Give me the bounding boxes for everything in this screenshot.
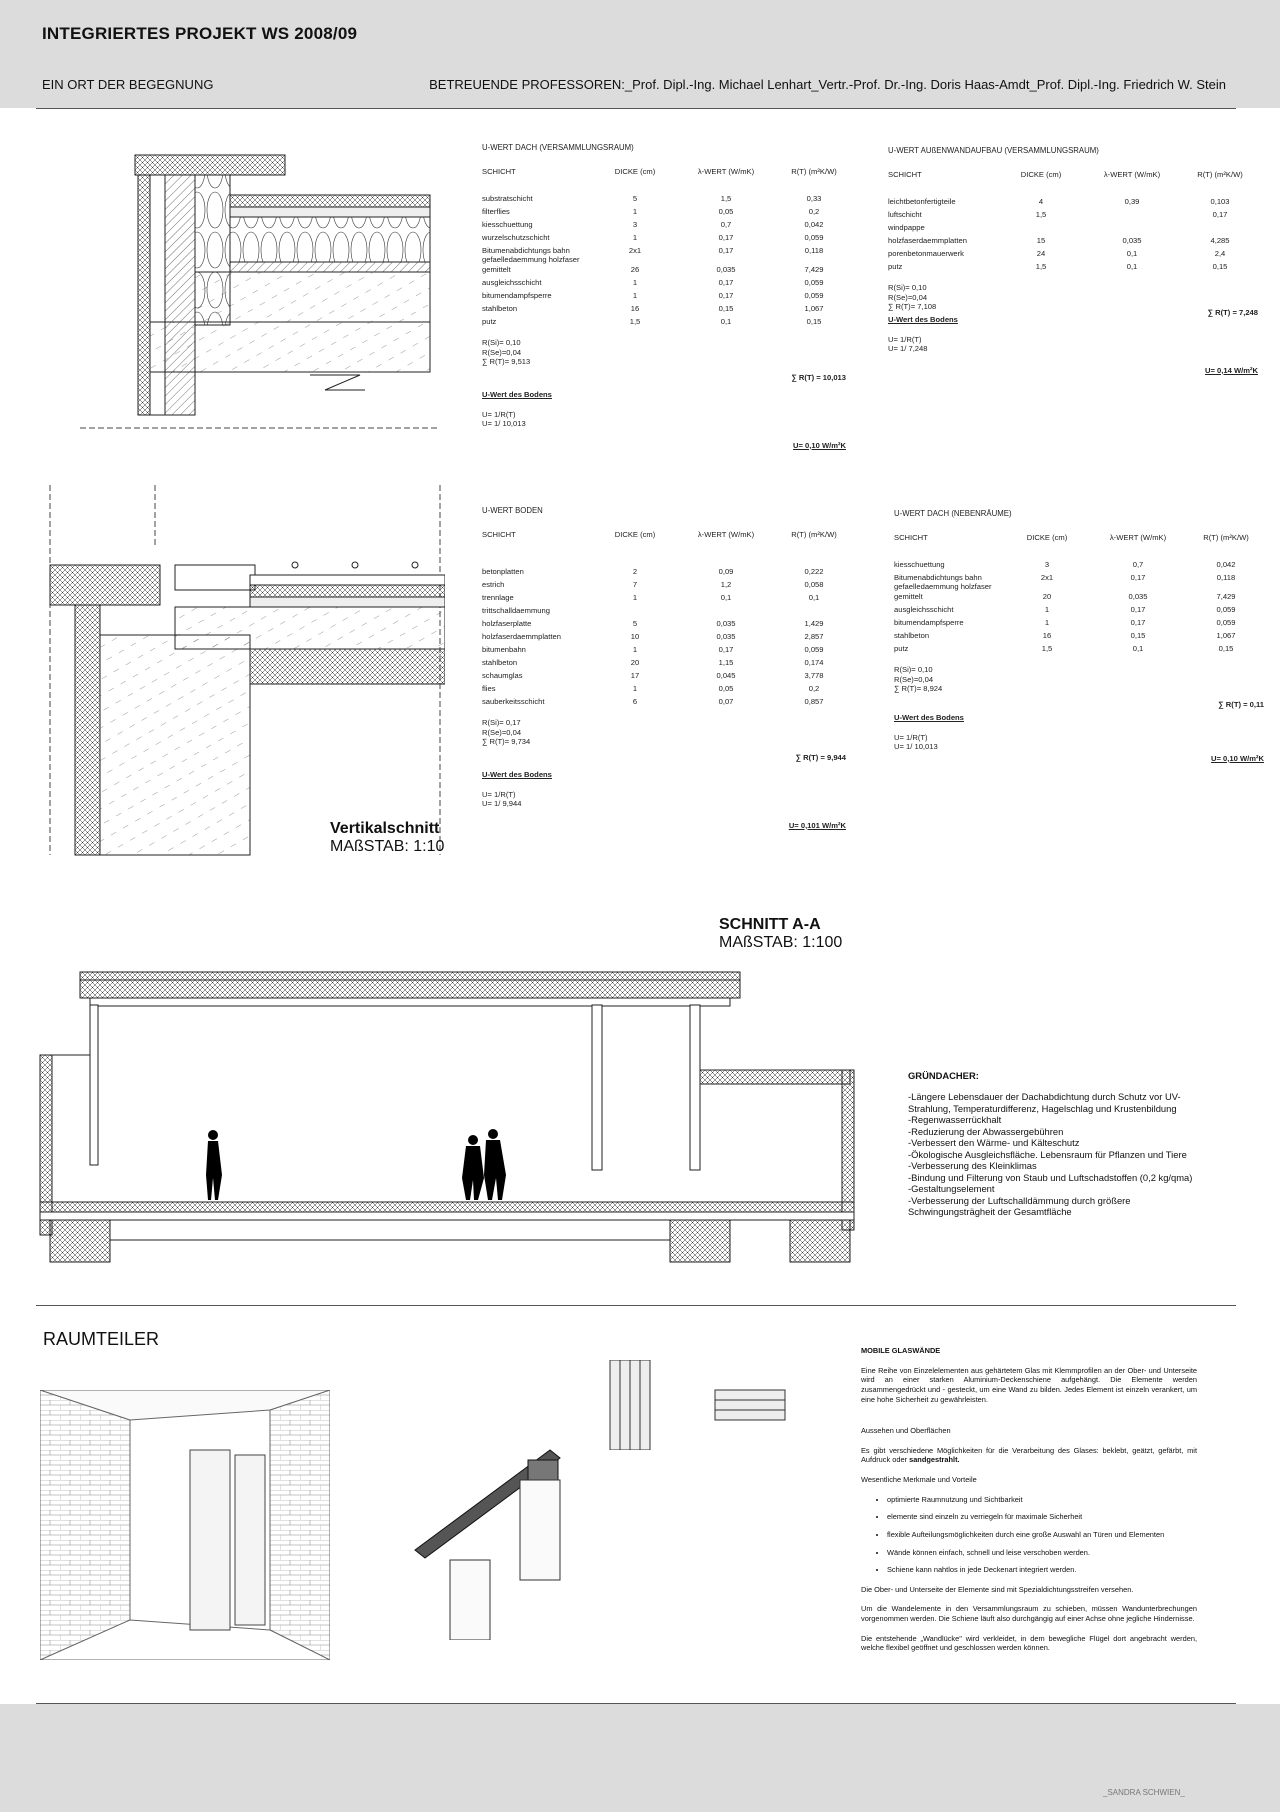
- table-cell-l: 0,39: [1124, 196, 1140, 206]
- table-cell-d: 26: [630, 264, 640, 274]
- sum-small: ∑ R(T)= 8,924: [894, 684, 943, 694]
- table-cell-r: 0,2: [808, 206, 820, 216]
- table-cell-d: 1: [632, 644, 638, 654]
- table-cell-r: 0,1: [808, 592, 820, 602]
- gruendach-item: -Regenwasserrückhalt: [908, 1114, 1002, 1126]
- table-row: [482, 615, 850, 628]
- gruendach-item: -Reduzierung der Abwassergebühren: [908, 1125, 1064, 1137]
- table-cell-l: 0,17: [1130, 572, 1146, 582]
- rsi: R(Si)= 0,10: [482, 338, 521, 348]
- table-cell-l: 0,15: [1130, 630, 1146, 640]
- table-cell-r: 0,103: [1210, 196, 1230, 206]
- table-cell-d: 2: [632, 566, 638, 576]
- table-row: [482, 300, 850, 313]
- table-cell-l: 0,035: [716, 264, 736, 274]
- rse: R(Se)=0,04: [888, 292, 928, 302]
- formula-1: U= 1/R(T): [894, 732, 928, 742]
- schnitt-title: SCHNITT A-A: [719, 916, 821, 933]
- u-heading: U-Wert des Bodens: [482, 770, 552, 780]
- table-cell-d: 15: [1036, 235, 1046, 245]
- table-cell-r: 0,059: [1216, 604, 1236, 614]
- table-cell-r: 0,15: [1212, 261, 1228, 271]
- table-cell-layer: ausgleichsschicht: [894, 604, 954, 614]
- table-cell-l: 0,17: [718, 245, 734, 255]
- col-thickness: DICKE (cm): [1026, 532, 1068, 542]
- table-cell-layer: wurzelschutzschicht: [482, 232, 550, 242]
- formula-1: U= 1/R(T): [482, 789, 516, 799]
- table-cell-d: 5: [632, 193, 638, 203]
- table-row: [482, 589, 850, 602]
- table-cell-r: 1,067: [804, 303, 824, 313]
- col-thickness: DICKE (cm): [614, 166, 656, 176]
- table-row: [482, 667, 850, 680]
- table-row: [482, 287, 850, 300]
- table-row: [482, 641, 850, 654]
- table-title: U-WERT DACH (VERSAMMLUNGSRAUM): [482, 143, 634, 152]
- raumteiler-title: RAUMTEILER: [43, 1329, 160, 1349]
- col-lambda: λ-WERT (W/mK): [1109, 532, 1167, 542]
- table-cell-d: 7: [632, 579, 638, 589]
- table-cell-d: 17: [630, 670, 640, 680]
- table-cell-d: 1: [632, 206, 638, 216]
- formula-1: U= 1/R(T): [482, 409, 516, 419]
- u-heading: U-Wert des Bodens: [894, 713, 964, 723]
- table-cell-l: 0,1: [1126, 261, 1138, 271]
- footer-band: [0, 1704, 1280, 1812]
- table-title: U-WERT BODEN: [482, 506, 543, 515]
- table-cell-l: 0,17: [718, 644, 734, 654]
- mobile-p3: [861, 1446, 1197, 1465]
- table-cell-r: 1,067: [1216, 630, 1236, 640]
- table-row: [888, 193, 1262, 206]
- u-value: U= 0,14 W/m²K: [1205, 365, 1258, 375]
- table-rows: [482, 190, 850, 326]
- table-cell-r: 7,429: [1216, 591, 1236, 601]
- table-cell-layer: stahlbeton: [482, 657, 518, 667]
- table-cell-d: 1: [632, 592, 638, 602]
- table-cell-l: 0,035: [716, 618, 736, 628]
- table-rows: [888, 193, 1262, 271]
- table-cell-d: 4: [1038, 196, 1044, 206]
- table-row: [894, 556, 1268, 569]
- table-cell-layer: Bitumenabdichtungs bahn: [894, 572, 982, 582]
- table-cell-r: 0,857: [804, 696, 824, 706]
- table-cell-r: 1,429: [804, 618, 824, 628]
- mobile-p1: Eine Reihe von Einzelelementen aus gehärtetem Glas mit Klemmprofilen an der Ober- und Unterseite wird an einer starken Aluminium-Deckenschiene aufgehängt. Die Elemente werden zusammengedrückt und - gesteckt, um eine Wand zu bilden. Jedes Element ist einzeln verankert, um eine hohe Sicherheit zu gewährleisten.: [861, 1365, 1197, 1404]
- table-header: [482, 530, 850, 539]
- rsi: R(Si)= 0,10: [894, 665, 933, 675]
- col-layer: SCHICHT: [482, 166, 516, 176]
- table-cell-l: 0,17: [718, 232, 734, 242]
- table-cell-d: 16: [630, 303, 640, 313]
- table-cell-r: 0,222: [804, 566, 824, 576]
- table-cell-layer: kiesschuettung: [482, 219, 533, 229]
- col-resistance: R(T) (m²K/W): [1203, 532, 1249, 542]
- gruendach-item: -Ökologische Ausgleichsfläche. Lebensraum für Pflanzen und Tiere: [908, 1148, 1187, 1160]
- footer-rule: [36, 1703, 1236, 1704]
- table-row: [482, 654, 850, 667]
- professors-line: BETREUENDE PROFESSOREN:_Prof. Dipl.-Ing. Michael Lenhart_Vertr.-Prof. Dr.-Ing. Doris Haas-Amdt_Prof. Dipl.-Ing. Friedrich W. Stein: [429, 77, 1226, 92]
- table-cell-d: 1: [632, 232, 638, 242]
- rse: R(Se)=0,04: [482, 727, 522, 737]
- table-cell-r: 2,857: [804, 631, 824, 641]
- table-cell-l: 0,17: [718, 277, 734, 287]
- table-cell-d: 5: [632, 618, 638, 628]
- table-cell-r: 0,059: [804, 277, 824, 287]
- table-cell-layer: holzfaserdaemmplatten: [482, 631, 561, 641]
- table-cell-layer: trennlage: [482, 592, 514, 602]
- u-value: U= 0,10 W/m²K: [1211, 753, 1264, 763]
- formula-2: U= 1/ 10,013: [894, 742, 938, 752]
- table-cell-d: 20: [1042, 591, 1052, 601]
- table-cell-l: 0,7: [720, 219, 732, 229]
- table-cell-d: 24: [1036, 248, 1046, 258]
- table-cell-layer: bitumenbahn: [482, 644, 526, 654]
- table-header: [888, 170, 1262, 179]
- uvalue-table-boden: [482, 506, 850, 830]
- table-cell-d: 1,5: [1041, 643, 1053, 653]
- table-cell-r: 0,059: [804, 290, 824, 300]
- table-row: [894, 601, 1268, 614]
- table-cell-r: 0,17: [1212, 209, 1228, 219]
- table-cell-l: 0,7: [1132, 559, 1144, 569]
- sum-total: ∑ R(T) = 7,248: [1207, 307, 1258, 317]
- table-cell-layer: putz: [888, 261, 903, 271]
- table-cell-d: 10: [630, 631, 640, 641]
- table-row: [894, 582, 1268, 601]
- gruendach-item: -Bindung und Filterung von Staub und Luftschadstoffen (0,2 kg/qma): [908, 1171, 1193, 1183]
- table-cell-l: 0,17: [1130, 604, 1146, 614]
- table-rows: [894, 556, 1268, 653]
- table-cell-r: 0,118: [804, 245, 824, 255]
- table-cell-r: 7,429: [804, 264, 824, 274]
- table-cell-d: 1: [1044, 604, 1050, 614]
- col-layer: SCHICHT: [894, 532, 928, 542]
- table-cell-l: 0,09: [718, 566, 734, 576]
- glass-stack-plan: [710, 1385, 800, 1430]
- table-cell-l: 0,05: [718, 206, 734, 216]
- sum-total: ∑ R(T) = 9,944: [795, 752, 846, 762]
- table-cell-d: 3: [1044, 559, 1050, 569]
- mobile-heading: MOBILE GLASWÄNDE: [861, 1346, 941, 1355]
- author-credit: _SANDRA SCHWIEN_: [1103, 1788, 1185, 1797]
- glass-wall-perspective: [40, 1390, 330, 1660]
- table-cell-d: 1: [1044, 617, 1050, 627]
- uvalue-table-wand: [888, 146, 1262, 375]
- table-row: [482, 693, 850, 706]
- table-cell-r: 0,33: [806, 193, 822, 203]
- gruendach-item: -Längere Lebensdauer der Dachabdichtung durch Schutz vor UV- Strahlung, Temperaturdifferenz, Hagelschlag und Krustenbildung: [908, 1091, 1181, 1114]
- col-resistance: R(T) (m²K/W): [791, 166, 837, 176]
- table-row: [888, 219, 1262, 232]
- table-cell-d: 1,5: [629, 316, 641, 326]
- table-cell-r: 0,059: [804, 644, 824, 654]
- sum-total: ∑ R(T) = 0,11: [1218, 699, 1264, 709]
- table-cell-r: 0,2: [808, 683, 820, 693]
- table-row: [482, 229, 850, 242]
- table-cell-d: 3: [632, 219, 638, 229]
- table-row: [894, 569, 1268, 582]
- table-cell-d: 1: [632, 290, 638, 300]
- table-cell-layer: Bitumenabdichtungs bahn: [482, 245, 570, 255]
- u-heading: U-Wert des Bodens: [888, 315, 958, 325]
- mobile-p5: Die Ober- und Unterseite der Elemente sind mit Spezialdichtungsstreifen versehen.: [861, 1584, 1134, 1594]
- table-cell-r: 0,042: [804, 219, 824, 229]
- table-row: [894, 627, 1268, 640]
- table-cell-layer: stahlbeton: [482, 303, 518, 313]
- table-row: [482, 274, 850, 287]
- table-cell-layer: holzfaserplatte: [482, 618, 532, 628]
- mobile-bullets: [861, 1495, 1197, 1575]
- table-cell-layer: leichtbetonfertigteile: [888, 196, 956, 206]
- table-cell-l: 1,5: [720, 193, 732, 203]
- table-cell-l: 1,15: [718, 657, 734, 667]
- mobile-bullet: • flexible Aufteilungsmöglichkeiten durch eine große Auswahl an Türen und Elementen: [887, 1530, 1197, 1540]
- u-value: U= 0,10 W/m²K: [793, 440, 846, 450]
- table-row: [482, 602, 850, 615]
- table-row: [888, 245, 1262, 258]
- formula-2: U= 1/ 9,944: [482, 799, 522, 809]
- gruendach-item: -Verbesserung des Kleinklimas: [908, 1160, 1037, 1172]
- table-cell-r: 0,118: [1216, 572, 1236, 582]
- mobile-bullet: • optimierte Raumnutzung und Sichtbarkeit: [887, 1495, 1197, 1505]
- table-cell-l: 0,1: [720, 592, 732, 602]
- table-cell-d: 16: [1042, 630, 1052, 640]
- table-row: [482, 216, 850, 229]
- table-cell-layer: substratschicht: [482, 193, 533, 203]
- gruendach-list: [908, 1091, 1204, 1217]
- mobile-bullet: • elemente sind einzeln zu verriegeln für maximale Sicherheit: [887, 1512, 1197, 1522]
- sum-small: ∑ R(T)= 9,513: [482, 357, 531, 367]
- table-row: [482, 255, 850, 274]
- col-lambda: λ-WERT (W/mK): [1103, 169, 1161, 179]
- gruendach-item: -Gestaltungselement: [908, 1183, 995, 1195]
- table-cell-l: 0,035: [1122, 235, 1142, 245]
- table-cell-layer: betonplatten: [482, 566, 524, 576]
- table-cell-layer: gefaelledaemmung holzfaser gemittelt: [482, 255, 580, 274]
- table-cell-r: 0,15: [806, 316, 822, 326]
- mobile-bullet: • Schiene kann nahtlos in jede Deckenart integriert werden.: [887, 1565, 1197, 1575]
- col-layer: SCHICHT: [888, 169, 922, 179]
- table-cell-r: 0,059: [1216, 617, 1236, 627]
- vertikal-scale: MAßSTAB: 1:10: [330, 838, 445, 855]
- section-drawing: [30, 960, 870, 1270]
- rse: R(Se)=0,04: [894, 674, 934, 684]
- rsi: R(Si)= 0,10: [888, 283, 927, 293]
- formula-1: U= 1/R(T): [888, 334, 922, 344]
- mobile-glass-text: [861, 1346, 1197, 1663]
- table-row: [482, 628, 850, 641]
- schnitt-scale: MAßSTAB: 1:100: [719, 934, 843, 951]
- col-thickness: DICKE (cm): [614, 529, 656, 539]
- table-cell-layer: sauberkeitsschicht: [482, 696, 545, 706]
- section-rule: [36, 1305, 1236, 1306]
- schnitt-label: [719, 916, 842, 952]
- table-cell-r: 4,285: [1210, 235, 1230, 245]
- uvalue-table-neben: [894, 509, 1268, 763]
- table-cell-l: 0,035: [716, 631, 736, 641]
- table-cell-l: 0,17: [718, 290, 734, 300]
- table-cell-layer: bitumendampfsperre: [482, 290, 552, 300]
- floor-detail-drawing: [45, 485, 445, 860]
- table-cell-r: 3,778: [804, 670, 824, 680]
- mobile-p2: Aussehen und Oberflächen: [861, 1426, 951, 1436]
- table-cell-r: 0,174: [804, 657, 824, 667]
- sum-small: ∑ R(T)= 7,108: [888, 302, 937, 312]
- table-cell-r: 0,042: [1216, 559, 1236, 569]
- table-cell-l: 1,2: [720, 579, 732, 589]
- table-cell-layer: schaumglas: [482, 670, 523, 680]
- table-cell-d: 2x1: [1040, 572, 1054, 582]
- table-cell-d: 20: [630, 657, 640, 667]
- mobile-p7: Die entstehende „Wandlücke" wird verkleidet, in dem bewegliche Flügel dort angebracht werden, welche flexibel geöffnet und geschlossen werden können.: [861, 1633, 1197, 1653]
- gruendach-notes: [908, 1070, 1204, 1218]
- table-cell-d: 1,5: [1035, 209, 1047, 219]
- u-heading: U-Wert des Bodens: [482, 390, 552, 400]
- gruendach-item: -Verbesserung der Luftschalldämmung durch größere Schwingungsträgheit der Gesamtfläche: [908, 1194, 1131, 1218]
- mobile-bullet: • Wände können einfach, schnell und leise verschoben werden.: [887, 1548, 1197, 1558]
- col-lambda: λ-WERT (W/mK): [697, 166, 755, 176]
- table-title: U-WERT AUßENWANDAUFBAU (VERSAMMLUNGSRAUM): [888, 146, 1099, 155]
- table-cell-layer: gefaelledaemmung holzfaser gemittelt: [894, 582, 992, 601]
- table-cell-layer: putz: [482, 316, 497, 326]
- table-cell-layer: putz: [894, 643, 909, 653]
- table-cell-layer: estrich: [482, 579, 505, 589]
- table-cell-layer: stahlbeton: [894, 630, 930, 640]
- mobile-p3-text: Es gibt verschiedene Möglichkeiten für die Verarbeitung des Glases: beklebt, geätzt, gefärbt, mit Aufdruck oder: [861, 1445, 1197, 1465]
- table-cell-l: 0,15: [718, 303, 734, 313]
- col-layer: SCHICHT: [482, 529, 516, 539]
- page-title: INTEGRIERTES PROJEKT WS 2008/09: [42, 24, 358, 43]
- table-cell-l: 0,05: [718, 683, 734, 693]
- col-thickness: DICKE (cm): [1020, 169, 1062, 179]
- table-cell-layer: luftschicht: [888, 209, 922, 219]
- rsi: R(Si)= 0,17: [482, 718, 521, 728]
- table-row: [482, 576, 850, 589]
- table-cell-l: 0,07: [718, 696, 734, 706]
- table-cell-l: 0,1: [1132, 643, 1144, 653]
- glass-stack-elevation: [605, 1360, 675, 1450]
- mobile-p3-bold: sandgestrahlt.: [909, 1455, 960, 1465]
- roof-detail-drawing: [80, 150, 440, 440]
- table-cell-layer: ausgleichsschicht: [482, 277, 542, 287]
- table-cell-r: 0,058: [804, 579, 824, 589]
- rail-detail-drawing: [410, 1440, 570, 1640]
- gruendach-item: -Verbessert den Wärme- und Kälteschutz: [908, 1137, 1080, 1149]
- table-cell-r: 2,4: [1214, 248, 1226, 258]
- sum-total: ∑ R(T) = 10,013: [791, 372, 846, 382]
- table-row: [482, 203, 850, 216]
- table-cell-layer: flies: [482, 683, 496, 693]
- table-cell-layer: kiesschuettung: [894, 559, 945, 569]
- table-cell-l: 0,1: [1126, 248, 1138, 258]
- table-title: U-WERT DACH (NEBENRÄUME): [894, 509, 1012, 518]
- formula-2: U= 1/ 10,013: [482, 419, 526, 429]
- table-rows: [482, 563, 850, 706]
- table-cell-layer: filterflies: [482, 206, 510, 216]
- gruendach-heading: GRÜNDACHER:: [908, 1070, 979, 1081]
- sum-small: ∑ R(T)= 9,734: [482, 737, 531, 747]
- u-value: U= 0,101 W/m²K: [788, 820, 846, 830]
- table-row: [888, 232, 1262, 245]
- col-lambda: λ-WERT (W/mK): [697, 529, 755, 539]
- table-row: [894, 640, 1268, 653]
- table-cell-layer: trittschalldaemmung: [482, 605, 550, 615]
- rse: R(Se)=0,04: [482, 347, 522, 357]
- mobile-p6: Um die Wandelemente in den Versammlungsraum zu schieben, müssen Wandunterbrechungen vorgenommen werden. Die Schiene läuft also durchgängig auf einer Achse ohne jegliche Hindernisse.: [861, 1604, 1197, 1623]
- table-row: [888, 258, 1262, 271]
- table-cell-l: 0,045: [716, 670, 736, 680]
- table-cell-layer: porenbetonmauerwerk: [888, 248, 964, 258]
- table-cell-d: 1: [632, 277, 638, 287]
- table-cell-d: 6: [632, 696, 638, 706]
- uvalue-table-dach: [482, 143, 850, 450]
- table-cell-l: 0,17: [1130, 617, 1146, 627]
- table-header: [894, 533, 1268, 542]
- table-cell-d: 1: [632, 683, 638, 693]
- table-cell-layer: windpappe: [888, 222, 925, 232]
- table-row: [482, 313, 850, 326]
- page-subtitle: EIN ORT DER BEGEGNUNG: [42, 77, 214, 92]
- table-row: [482, 190, 850, 203]
- table-row: [888, 206, 1262, 219]
- vertikal-title: Vertikalschnitt: [330, 820, 440, 837]
- table-cell-r: 0,059: [804, 232, 824, 242]
- table-header: [482, 167, 850, 176]
- table-cell-r: 0,15: [1218, 643, 1234, 653]
- table-cell-layer: holzfaserdaemmplatten: [888, 235, 967, 245]
- formula-2: U= 1/ 7,248: [888, 344, 928, 354]
- header-rule: [36, 108, 1236, 109]
- table-cell-l: 0,1: [720, 316, 732, 326]
- mobile-p4: Wesentliche Merkmale und Vorteile: [861, 1475, 977, 1484]
- vertikal-label: [330, 820, 444, 856]
- table-row: [482, 680, 850, 693]
- table-row: [482, 563, 850, 576]
- col-resistance: R(T) (m²K/W): [1197, 169, 1243, 179]
- table-cell-l: 0,035: [1128, 591, 1148, 601]
- table-cell-d: 1,5: [1035, 261, 1047, 271]
- table-row: [894, 614, 1268, 627]
- table-row: [482, 242, 850, 255]
- table-cell-layer: bitumendampfsperre: [894, 617, 964, 627]
- table-cell-d: 2x1: [628, 245, 642, 255]
- col-resistance: R(T) (m²K/W): [791, 529, 837, 539]
